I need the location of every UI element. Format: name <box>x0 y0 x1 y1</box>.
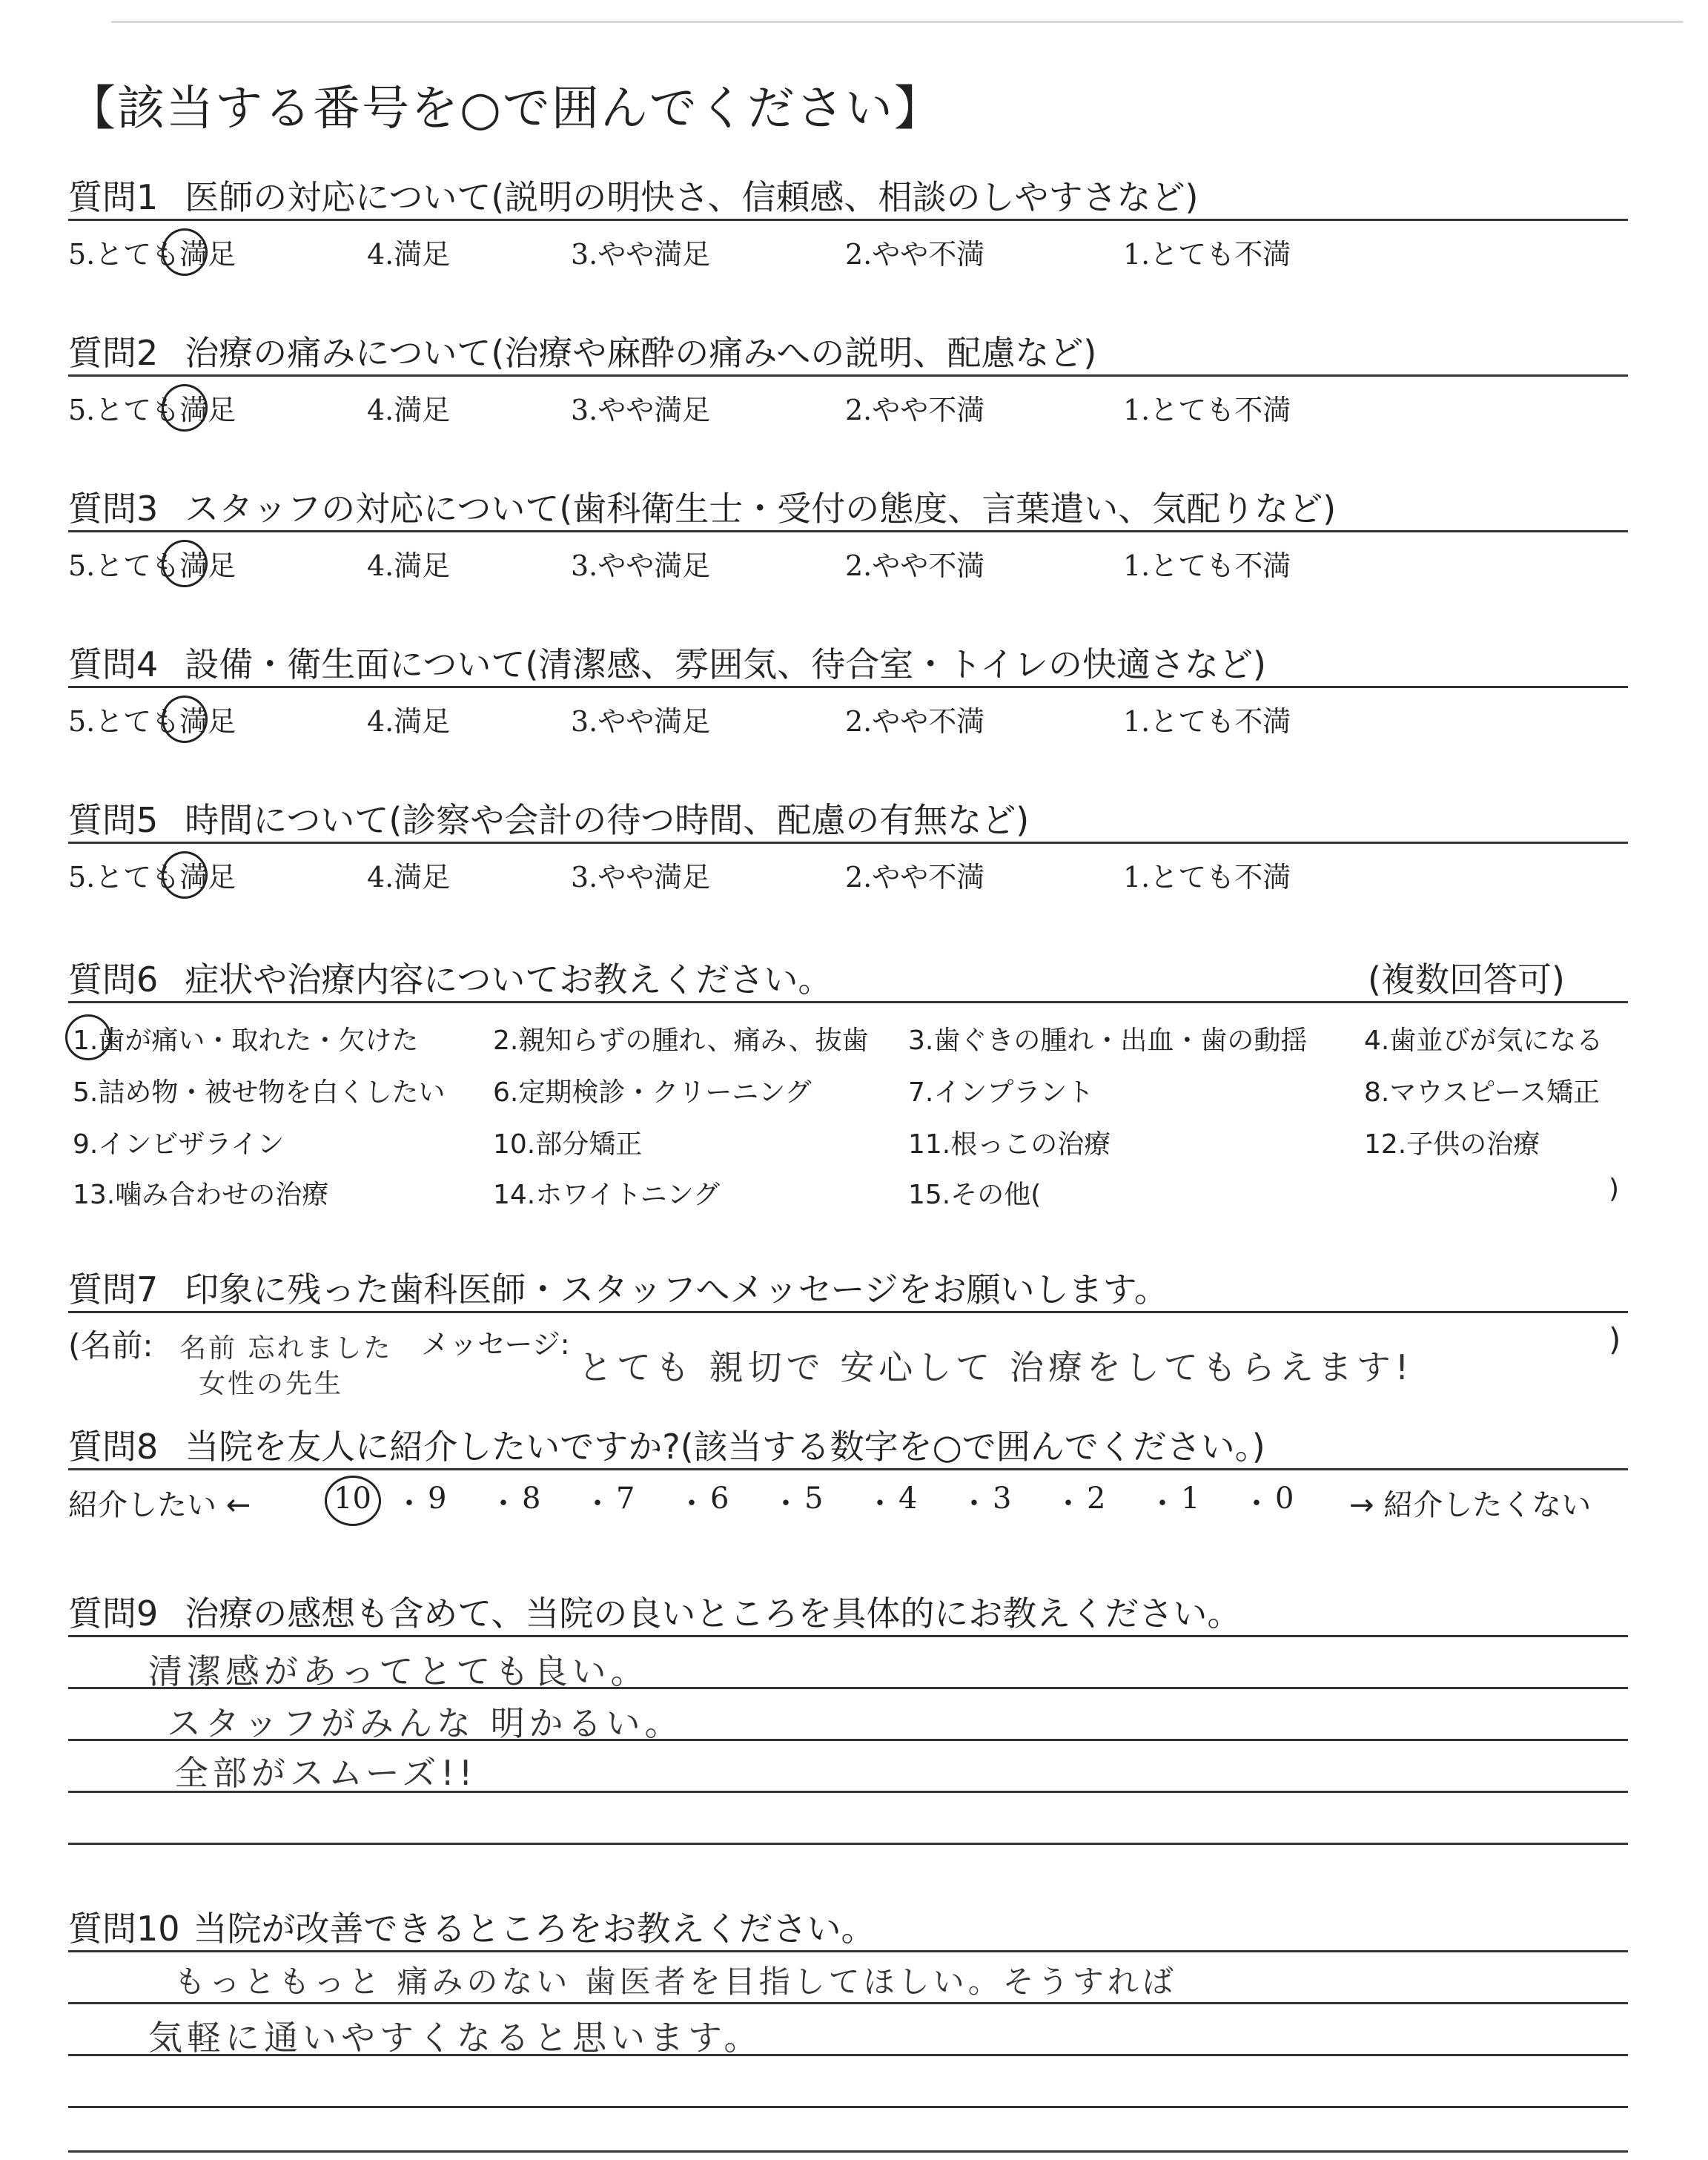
question-4-rule <box>68 686 1628 688</box>
question-text: スタッフの対応について(歯科衛生士・受付の態度、言葉遣い、気配りなど) <box>185 489 1337 529</box>
q6-option[interactable]: 13.噛み合わせの治療 <box>73 1180 329 1210</box>
rating-option[interactable]: 1.とても不満 <box>1123 705 1291 738</box>
q6-option[interactable]: 9.インビザライン <box>73 1129 285 1160</box>
q6-option[interactable]: 5.詰め物・被せ物を白くしたい <box>73 1077 446 1108</box>
rating-option[interactable]: 5.とても満足 <box>68 549 236 582</box>
rating-option[interactable]: 2.やや不満 <box>845 238 985 271</box>
question-text: 医師の対応について(説明の明快さ、信頼感、相談のしやすさなど) <box>185 177 1199 217</box>
q9-answer-line-2: スタッフがみんな 明かるい。 <box>167 1703 683 1743</box>
scale-separator: ・ <box>583 1487 612 1521</box>
question-number: 質問4 <box>68 644 159 684</box>
rating-option[interactable]: 2.やや不満 <box>845 861 985 894</box>
scale-value[interactable]: 9 <box>428 1482 447 1516</box>
selection-circle <box>162 384 208 432</box>
question-4 <box>68 638 1266 687</box>
question-1 <box>68 171 1198 219</box>
rating-option[interactable]: 3.やや満足 <box>571 238 711 271</box>
q8-selection-circle <box>325 1476 381 1526</box>
scale-value[interactable]: 2 <box>1087 1482 1106 1516</box>
question-8 <box>68 1420 1265 1469</box>
question-3 <box>68 482 1336 531</box>
question-text: 症状や治療内容についてお教えください。 <box>185 960 833 1000</box>
question-5-rule <box>68 842 1628 844</box>
rating-option[interactable]: 1.とても不満 <box>1123 861 1291 894</box>
q9-answer-line-1: 清潔感があってとても良い。 <box>148 1651 649 1691</box>
q6-option[interactable]: 1.歯が痛い・取れた・欠けた <box>73 1025 419 1056</box>
rating-option[interactable]: 5.とても満足 <box>68 705 236 738</box>
question-number: 質問8 <box>68 1427 159 1467</box>
rating-option[interactable]: 2.やや不満 <box>845 394 985 426</box>
scale-value[interactable]: 8 <box>522 1482 541 1516</box>
q6-option[interactable]: 11.根っこの治療 <box>908 1129 1111 1160</box>
q6-option[interactable]: 7.インプラント <box>908 1077 1094 1108</box>
question-number: 質問1 <box>68 177 159 217</box>
q9-answer-line-3: 全部がスムーズ!! <box>174 1753 477 1793</box>
q6-option[interactable]: 4.歯並びが気になる <box>1364 1025 1603 1056</box>
question-number: 質問3 <box>68 489 159 529</box>
rating-option[interactable]: 4.満足 <box>367 238 451 271</box>
q6-option[interactable]: 15.その他( <box>908 1180 1042 1210</box>
rating-option[interactable]: 4.満足 <box>367 549 451 582</box>
message-label: メッセージ: <box>421 1328 570 1361</box>
scale-separator: ・ <box>1053 1487 1083 1521</box>
q9-line-1 <box>68 1635 1628 1637</box>
rating-option[interactable]: 5.とても満足 <box>68 238 236 271</box>
handwritten-message: とても 親切で 安心して 治療をしてもらえます! <box>578 1347 1414 1387</box>
question-6 <box>68 953 832 1002</box>
question-6-rule <box>68 1001 1628 1003</box>
recommend-left-label: 紹介したい ← <box>68 1488 251 1522</box>
question-text: 治療の痛みについて(治療や麻酔の痛みへの説明、配慮など) <box>185 333 1097 373</box>
question-text: 設備・衛生面について(清潔感、雰囲気、待合室・トイレの快適さなど) <box>185 644 1266 684</box>
question-number: 質問9 <box>68 1593 159 1634</box>
multiple-answer-note: (複数回答可) <box>1368 960 1565 1000</box>
q10-line-4 <box>68 2106 1628 2108</box>
scale-value[interactable]: 10 <box>334 1482 371 1516</box>
scale-value[interactable]: 0 <box>1275 1482 1294 1516</box>
question-number: 質問10 <box>68 1909 180 1949</box>
rating-option[interactable]: 2.やや不満 <box>845 705 985 738</box>
question-3-rule <box>68 530 1628 532</box>
question-text: 治療の感想も含めて、当院の良いところを具体的にお教えください。 <box>185 1593 1242 1634</box>
rating-option[interactable]: 5.とても満足 <box>68 394 236 426</box>
scale-separator: ・ <box>865 1487 895 1521</box>
selection-circle <box>162 696 208 743</box>
q6-option[interactable]: 12.子供の治療 <box>1364 1129 1540 1160</box>
selection-circle <box>162 851 208 899</box>
name-label: (名前: <box>68 1327 153 1364</box>
rating-option[interactable]: 5.とても満足 <box>68 861 236 894</box>
handwritten-name-line1: 名前 忘れました <box>179 1333 393 1364</box>
question-text: 印象に残った歯科医師・スタッフへメッセージをお願いします。 <box>185 1269 1168 1309</box>
q6-option[interactable]: 2.親知らずの腫れ、痛み、抜歯 <box>493 1025 869 1056</box>
question-7-rule <box>68 1311 1628 1313</box>
scale-value[interactable]: 1 <box>1181 1482 1200 1516</box>
q6-selection-circle <box>65 1014 111 1060</box>
question-2 <box>68 326 1096 375</box>
rating-option[interactable]: 1.とても不満 <box>1123 394 1291 426</box>
rating-option[interactable]: 4.満足 <box>367 861 451 894</box>
scale-separator: ・ <box>489 1487 518 1521</box>
question-number: 質問2 <box>68 333 159 373</box>
q10-line-2 <box>68 2002 1628 2004</box>
rating-option[interactable]: 4.満足 <box>367 394 451 426</box>
question-text: 当院を友人に紹介したいですか?(該当する数字を○で囲んでください。) <box>185 1427 1265 1467</box>
scale-separator: ・ <box>394 1487 424 1521</box>
question-2-rule <box>68 374 1628 377</box>
scale-value[interactable]: 3 <box>993 1482 1012 1516</box>
question-number: 質問7 <box>68 1269 159 1309</box>
q6-option[interactable]: 8.マウスピース矯正 <box>1364 1077 1601 1108</box>
question-number: 質問6 <box>68 960 159 1000</box>
recommend-right-label: → 紹介したくない <box>1349 1488 1592 1522</box>
q10-answer-line-1: もっともっと 痛みのない 歯医者を目指してほしい。そうすれば <box>174 1964 1177 2000</box>
q10-line-1 <box>68 1950 1628 1952</box>
scale-value[interactable]: 6 <box>710 1482 729 1516</box>
other-close-paren: ) <box>1609 1174 1620 1204</box>
rating-option[interactable]: 3.やや満足 <box>571 549 711 582</box>
rating-option[interactable]: 3.やや満足 <box>571 861 711 894</box>
scale-separator: ・ <box>1148 1487 1177 1521</box>
rating-option[interactable]: 3.やや満足 <box>571 705 711 738</box>
q10-line-5 <box>68 2150 1628 2153</box>
rating-option[interactable]: 4.満足 <box>367 705 451 738</box>
scale-separator: ・ <box>677 1487 706 1521</box>
question-1-rule <box>68 219 1628 221</box>
top-border-line <box>111 21 1683 23</box>
selection-circle <box>162 228 208 276</box>
question-number: 質問5 <box>68 800 159 840</box>
scale-value[interactable]: 5 <box>804 1482 824 1516</box>
q6-option[interactable]: 10.部分矯正 <box>493 1129 643 1160</box>
scale-value[interactable]: 4 <box>898 1482 918 1516</box>
scale-separator: ・ <box>771 1487 801 1521</box>
q6-option[interactable]: 14.ホワイトニング <box>493 1180 721 1210</box>
question-7 <box>68 1263 1168 1312</box>
question-9 <box>68 1587 1241 1636</box>
scale-separator: ・ <box>959 1487 989 1521</box>
close-paren: ) <box>1609 1321 1621 1358</box>
rating-option[interactable]: 2.やや不満 <box>845 549 985 582</box>
question-text: 当院が改善できるところをお教えください。 <box>193 1909 875 1949</box>
question-8-rule <box>68 1468 1628 1470</box>
selection-circle <box>162 540 208 587</box>
scale-value[interactable]: 7 <box>616 1482 635 1516</box>
question-5 <box>68 793 1029 842</box>
instruction-header: 【該当する番号を○で囲んでください】 <box>68 82 943 136</box>
rating-option[interactable]: 3.やや満足 <box>571 394 711 426</box>
q6-option[interactable]: 3.歯ぐきの腫れ・出血・歯の動揺 <box>908 1025 1308 1056</box>
rating-option[interactable]: 1.とても不満 <box>1123 549 1291 582</box>
question-text: 時間について(診察や会計の待つ時間、配慮の有無など) <box>185 800 1030 840</box>
question-10 <box>68 1902 875 1951</box>
q10-answer-line-2: 気軽に通いやすくなると思います。 <box>148 2018 763 2058</box>
q6-option[interactable]: 6.定期検診・クリーニング <box>493 1077 812 1108</box>
rating-option[interactable]: 1.とても不満 <box>1123 238 1291 271</box>
q9-line-5 <box>68 1843 1628 1845</box>
scale-separator: ・ <box>1242 1487 1271 1521</box>
handwritten-name-line2: 女性の先生 <box>199 1369 344 1399</box>
